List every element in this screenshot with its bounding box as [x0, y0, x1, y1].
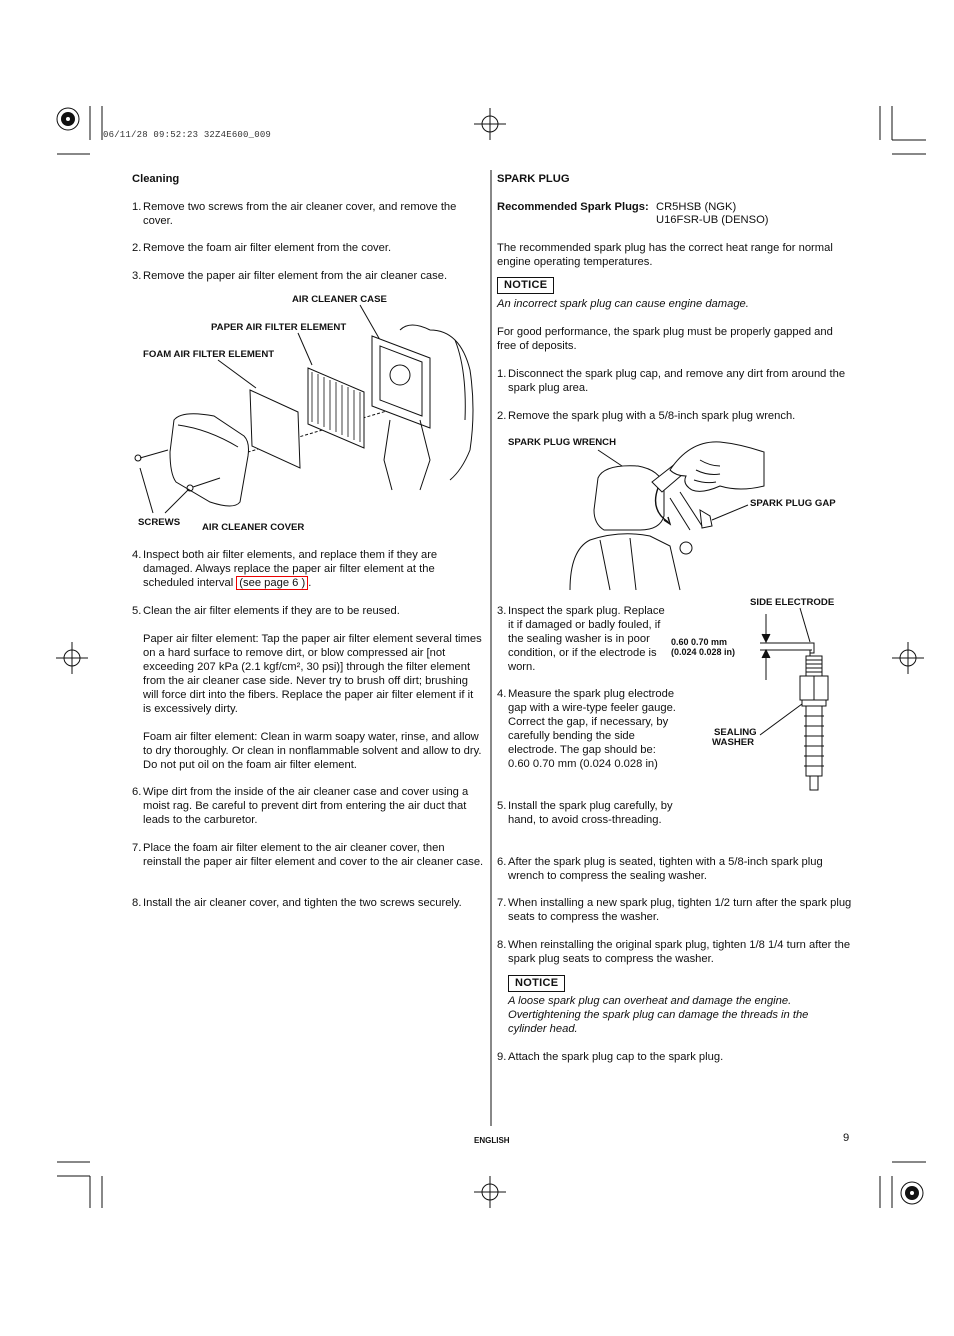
label-foam-filter: FOAM AIR FILTER ELEMENT [143, 349, 275, 360]
footer-language: ENGLISH [474, 1136, 510, 1145]
label-air-cleaner-cover: AIR CLEANER COVER [202, 522, 305, 533]
spark-step-9: 9. Attach the spark plug cap to the spark plug. [497, 1051, 724, 1063]
spark-step-7: 7. When installing a new spark plug, tighten 1/2 turn after the spark plug seats to compress the washer. [497, 897, 852, 923]
label-paper-filter: PAPER AIR FILTER ELEMENT [211, 322, 347, 333]
cleaning-step-6: 6. Wipe dirt from the inside of the air cleaner case and cover using a moist rag. Be careful to prevent dirt from entering the air duct that leads to the carburetor. [132, 786, 469, 826]
cleaning-step-1: 1. Remove two screws from the air cleaner cover, and remove the cover. [132, 201, 457, 227]
spark-step-8: 8. When reinstalling the original spark plug, tighten 1/8 1/4 turn after the spark plug seats to compress the washer. [497, 939, 851, 965]
label-sealing: SEALING [714, 727, 757, 738]
label-side-electrode: SIDE ELECTRODE [750, 597, 835, 608]
label-screws: SCREWS [138, 517, 181, 528]
label-air-cleaner-case: AIR CLEANER CASE [292, 294, 387, 305]
label-spark-plug-wrench: SPARK PLUG WRENCH [508, 437, 617, 448]
notice-badge: NOTICE [497, 277, 554, 294]
label-spark-plug-gap: SPARK PLUG GAP [750, 498, 836, 509]
performance-text: For good performance, the spark plug must be properly gapped and free of deposits. [497, 326, 833, 352]
foam-element-instructions: Foam air filter element: Clean in warm soapy water, rinse, and allow to dry thoroughly. Or clean in nonflammable solvent and allow to dry. Do not put oil on the foam air filter element. [143, 731, 482, 771]
notice-text-2: A loose spark plug can overheat and damage the engine. Overtightening the spark plug can damage the threads in the cylinder head. [508, 995, 809, 1035]
print-stamp: 06/11/28 09:52:23 32Z4E600_009 [103, 130, 272, 140]
plug-denso: U16FSR-UB (DENSO) [656, 214, 769, 226]
spark-step-4: 4. Measure the spark plug electrode gap with a wire-type feeler gauge. Correct the gap, if necessary, by carefully bending the side electrode. The gap should be: 0.60 0.70 mm (0.024 0.028 in) [497, 687, 679, 771]
spark-step-1: 1. Disconnect the spark plug cap, and remove any dirt from around the spark plug area. [497, 368, 846, 394]
cleaning-step-4: 4. Inspect both air filter elements, and replace them if they are damaged. Always replace the paper air filter element at the scheduled interval (see page 6 ) . [132, 549, 438, 589]
gap-in-label: (0.024 0.028 in) [671, 647, 736, 657]
heat-range-intro: The recommended spark plug has the correct heat range for normal engine operating temperatures. [497, 242, 833, 268]
plug-ngk: CR5HSB (NGK) [656, 201, 737, 213]
cleaning-step-3: 3. Remove the paper air filter element from the air cleaner case. [132, 270, 448, 282]
cleaning-step-2: 2. Remove the foam air filter element from the cover. [132, 242, 392, 254]
see-page-6-link[interactable]: (see page 6 ) [236, 576, 308, 590]
gap-value: 0.60 0.70 mm (0.024 0.028 in) [508, 758, 658, 770]
cleaning-step-8: 8. Install the air cleaner cover, and tighten the two screws securely. [132, 897, 462, 909]
spark-step-3: 3. Inspect the spark plug. Replace it if damaged or badly fouled, if the sealing washer is in poor condition, or if the electrode is worn. [497, 605, 665, 673]
spark-step-2: 2. Remove the spark plug with a 5/8-inch spark plug wrench. [497, 410, 796, 422]
spark-plug-heading: SPARK PLUG [497, 173, 570, 185]
notice-badge-2: NOTICE [508, 975, 565, 992]
gap-mm-label: 0.60 0.70 mm [671, 637, 728, 647]
paper-element-instructions: Paper air filter element: Tap the paper air filter element several times on a hard surface to remove dirt, or blow compressed air [not exceeding 207 kPa (2.1 kgf/cm², 30 psi)] through the filter element from the air cleaner case side. Never try to brush off dirt; brushing will force dirt into the fibers. Replace the paper air filter element if it is excessively dirty. [143, 633, 482, 715]
notice-text: An incorrect spark plug can cause engine damage. [497, 298, 749, 310]
recommended-plugs-label: Recommended Spark Plugs: [497, 201, 649, 213]
cleaning-step-7: 7. Place the foam air filter element to the air cleaner cover, then reinstall the paper air filter element and cover to the air cleaner case. [132, 842, 484, 868]
cleaning-step-5: 5. Clean the air filter elements if they are to be reused. Paper air filter element: Tap the paper air filter element several times on a hard surface to remove dirt, or blow compressed air [not exceeding 207 kPa (2.1 kgf/cm², 30 psi)] through the filter element from the air cleaner case side. Never try to brush off dirt; brushing will force dirt into the fibers. Replace the paper air filter element if it is excessively dirty. Foam air filter element: Clean in warm soapy water, rinse, and allow to dry thoroughly. Or clean in nonflammable solvent and allow to dry. Do not put oil on the foam air filter element. [132, 604, 484, 772]
spark-step-6: 6. After the spark plug is seated, tighten with a 5/8-inch spark plug wrench to compress the sealing washer. [497, 856, 823, 882]
cleaning-heading: Cleaning [132, 173, 180, 185]
page-number: 9 [843, 1132, 850, 1144]
label-washer: WASHER [712, 737, 755, 748]
spark-step-5: 5. Install the spark plug carefully, by hand, to avoid cross-threading. [497, 800, 673, 826]
